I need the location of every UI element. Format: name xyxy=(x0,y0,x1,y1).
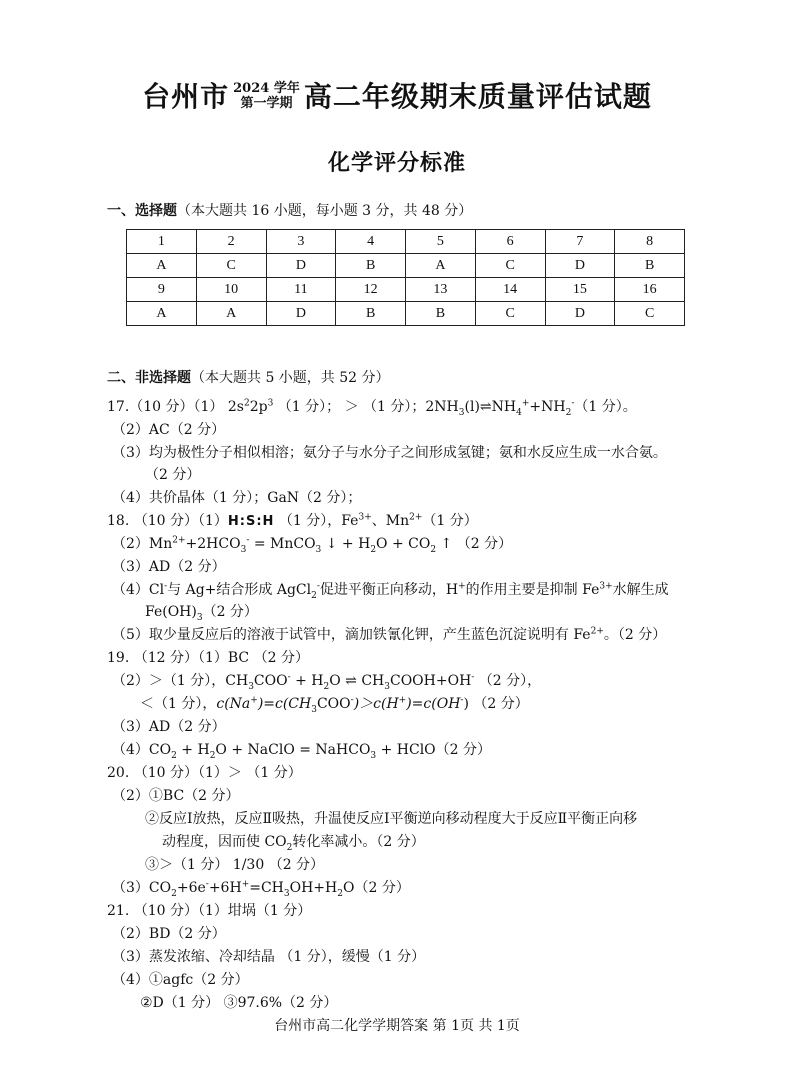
q18-part4: （4）Cl-与 Ag+结合形成 AgCl$_2$-促进平衡正向移动，H+的作用主要是抑制 $Fe^{3+}$水解生成 xyxy=(112,581,669,601)
q17-part4: （4）共价晶体（1 分）；GaN（2 分）； xyxy=(112,490,362,506)
question-number-cell: 7 xyxy=(545,230,615,254)
question-number-cell: 6 xyxy=(475,230,545,254)
answer-cell: D xyxy=(545,302,615,326)
q17-part3-score: （2 分） xyxy=(145,467,201,483)
question-number-cell: 10 xyxy=(196,278,266,302)
section-2-note: （本大题共 5 小题，共 52 分） xyxy=(191,370,390,386)
question-number-cell: 11 xyxy=(266,278,336,302)
answer-cell: B xyxy=(336,302,406,326)
multiple-choice-answer-table xyxy=(126,229,685,326)
question-number-row xyxy=(127,278,685,302)
subtitle: 化学评分标准 xyxy=(327,150,466,176)
q19-part2: （2）＞（1 分），$CH_3COO^- + H_2O$ ⇌ $CH_3COOH+OH^-$ （2 分）， xyxy=(112,672,542,692)
section-1-title: 选择题 xyxy=(135,203,177,219)
answer-cell: A xyxy=(196,302,266,326)
answer-row xyxy=(127,302,685,326)
q20-part2-2: ②反应Ⅰ放热，反应Ⅱ吸热，升温使反应Ⅰ平衡逆向移动程度大于反应Ⅱ平衡正向移 xyxy=(145,811,638,827)
answer-cell: A xyxy=(127,254,197,278)
question-number-cell: 2 xyxy=(196,230,266,254)
q20-part3: $(3)CO_2+6e^-+6H^+=CH_3OH+H_2O(2$ 分） xyxy=(112,879,410,899)
question-number-cell: 5 xyxy=(406,230,476,254)
title-term: 第一学期 xyxy=(240,96,293,111)
q21-part4: （4）①agfc（2 分） xyxy=(112,972,249,988)
answer-row xyxy=(127,254,685,278)
q18-part3: （3）AD（2 分） xyxy=(112,559,226,575)
h2s-lewis-structure: H:S:H xyxy=(227,514,275,529)
section-2-title: 非选择题 xyxy=(135,370,191,386)
answer-cell: B xyxy=(336,254,406,278)
q19-part1: 19. （12 分）（1）BC （2 分） xyxy=(107,650,309,666)
answer-cell: C xyxy=(196,254,266,278)
section-2-number: 二、 xyxy=(107,370,135,386)
section-1-note: （本大题共 16 小题，每小题 3 分，共 48 分） xyxy=(177,203,473,219)
q19-part3: （3）AD（2 分） xyxy=(112,719,226,735)
q20-part1: 20. （10 分）（1）＞ （1 分） xyxy=(107,765,302,781)
q17-part1: 17.（10 分）（1） $2s^22p^3$ （1 分）； ＞ （1 分）；$2NH_3(l)\rightleftharpoons NH_4^++NH_2^-(1$ 分）。 xyxy=(107,398,637,418)
question-number-cell: 4 xyxy=(336,230,406,254)
question-number-cell: 1 xyxy=(127,230,197,254)
question-number-row xyxy=(127,230,685,254)
section-1-heading xyxy=(107,200,472,220)
answer-cell: D xyxy=(266,254,336,278)
q20-part2-2-cont: 动程度，因而使 $CO_2$转化率减小。（2 分） xyxy=(162,834,425,853)
q18-part5: （5）取少量反应后的溶液于试管中，滴加铁氰化钾，产生蓝色沉淀说明有 $Fe^{2+}$。（2 分） xyxy=(112,626,667,643)
q21-part2: （2）BD（2 分） xyxy=(112,926,226,942)
q17-part3: （3）均为极性分子相似相溶；氨分子与水分子之间形成氢键；氨和水反应生成一水合氨。 xyxy=(112,445,667,461)
title-suffix: 高二年级期末质量评估试题 xyxy=(303,80,652,113)
q20-part2-3: ③＞（1 分） 1/30 （2 分） xyxy=(145,857,325,873)
question-number-cell: 14 xyxy=(475,278,545,302)
q21-part4-cont: ②D（1 分） ③97.6%（2 分） xyxy=(140,995,338,1011)
title-term-stack xyxy=(233,81,300,111)
section-1-number: 一、 xyxy=(107,203,135,219)
q18-part4-cont: $Fe(OH)_3(2$ 分） xyxy=(145,604,258,623)
q19-part4: $(4)CO_2 + H_2O$ + NaClO = NaHCO$_3$ + HClO（2 分） xyxy=(112,742,492,761)
q21-part3: （3）蒸发浓缩、冷却结晶 （1 分），缓慢（1 分） xyxy=(112,949,426,965)
q21-part1: 21. （10 分）（1）坩埚（1 分） xyxy=(107,903,312,919)
answer-cell: D xyxy=(266,302,336,326)
question-number-cell: 12 xyxy=(336,278,406,302)
title-prefix: 台州市 xyxy=(142,80,230,113)
title-year: 2024 学年 xyxy=(233,81,300,96)
q18-part1: 18. （10 分）（1）H:S:H （1 分），$Fe^{3+}$、$Mn^{2+}(1$ 分） xyxy=(107,512,478,529)
answer-cell: C xyxy=(615,302,685,326)
answer-cell: A xyxy=(127,302,197,326)
q17-part2: （2）AC（2 分） xyxy=(112,422,226,438)
question-number-cell: 16 xyxy=(615,278,685,302)
q19-part2-cont: ＜（1 分），$c(Na^+)=c(CH_3COO^-)>c(H^+)=c(OH^-)$ （2 分） xyxy=(140,695,529,715)
answer-cell: C xyxy=(475,254,545,278)
question-number-cell: 9 xyxy=(127,278,197,302)
answer-cell: B xyxy=(615,254,685,278)
question-number-cell: 8 xyxy=(615,230,685,254)
question-number-cell: 15 xyxy=(545,278,615,302)
q20-part2-1: （2）①BC（2 分） xyxy=(112,788,240,804)
page-footer: 台州市高二化学学期答案 第 1页 共 1页 xyxy=(274,1018,520,1034)
answer-cell: C xyxy=(475,302,545,326)
answer-cell: A xyxy=(406,254,476,278)
question-number-cell: 13 xyxy=(406,278,476,302)
answer-cell: B xyxy=(406,302,476,326)
question-number-cell: 3 xyxy=(266,230,336,254)
answer-cell: D xyxy=(545,254,615,278)
section-2-heading xyxy=(107,367,390,387)
q18-part2: $(2)Mn^{2+}+2HCO_3^-$ = MnCO$_3$ ↓ + $H_2O + CO_2$ ↑ （2 分） xyxy=(112,535,513,555)
exam-title xyxy=(0,80,794,114)
